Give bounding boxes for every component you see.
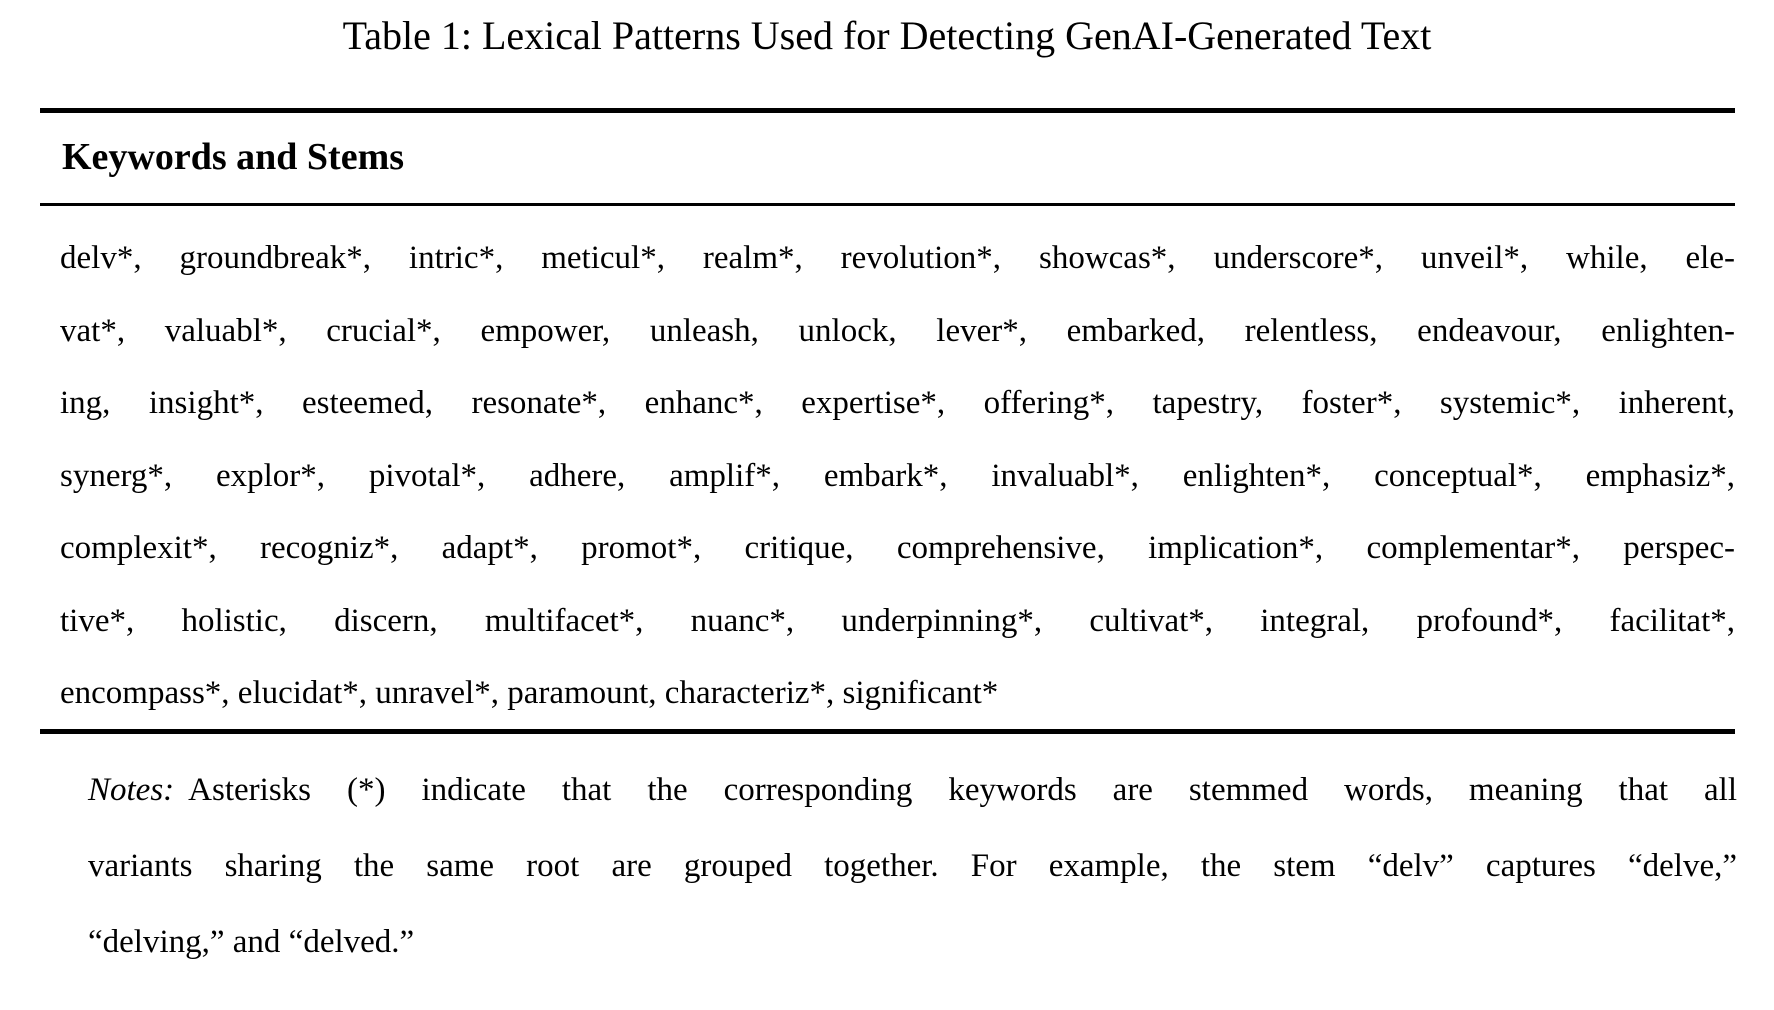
keywords-line-4: synerg*, explor*, pivotal*, adhere, amplif*, embark*, invaluabl*, enlighten*, conceptual*, emphasiz*, <box>60 457 1735 494</box>
keywords-line-1: delv*, groundbreak*, intric*, meticul*, realm*, revolution*, showcas*, underscore*, unveil*, while, ele- <box>60 240 1735 276</box>
notes-line-2: variants sharing the same root are grouped together. For example, the stem “delv” captures “delve,” <box>88 848 1737 884</box>
table-top-rule <box>40 108 1735 113</box>
notes-line-1-text: Asterisks (*) indicate that the corresponding keywords are stemmed words, meaning that all <box>188 772 1737 808</box>
table-caption: Table 1: Lexical Patterns Used for Detecting GenAI-Generated Text <box>342 13 1432 58</box>
keywords-line-2: vat*, valuabl*, crucial*, empower, unleash, unlock, lever*, embarked, relentless, endeavour, enlighten- <box>60 312 1735 349</box>
notes-line-1 <box>88 752 1737 828</box>
keywords-line-5: complexit*, recogniz*, adapt*, promot*, critique, comprehensive, implication*, complementar*, perspec- <box>60 530 1735 566</box>
table-notes <box>88 752 1737 980</box>
column-header-keywords-and-stems: Keywords and Stems <box>62 136 405 178</box>
keywords-line-7: encompass*, elucidat*, unravel*, paramount, characteriz*, significant* <box>60 675 999 711</box>
notes-line-3: “delving,” and “delved.” <box>88 924 415 960</box>
table-bottom-rule <box>40 729 1735 734</box>
keywords-line-6: tive*, holistic, discern, multifacet*, nuanc*, underpinning*, cultivat*, integral, profound*, facilitat*, <box>60 602 1735 639</box>
table-header-rule <box>40 203 1735 206</box>
keywords-cell <box>60 222 1735 730</box>
notes-label: Notes: <box>88 772 175 808</box>
keywords-line-3: ing, insight*, esteemed, resonate*, enhanc*, expertise*, offering*, tapestry, foster*, systemic*, inherent, <box>60 385 1735 421</box>
